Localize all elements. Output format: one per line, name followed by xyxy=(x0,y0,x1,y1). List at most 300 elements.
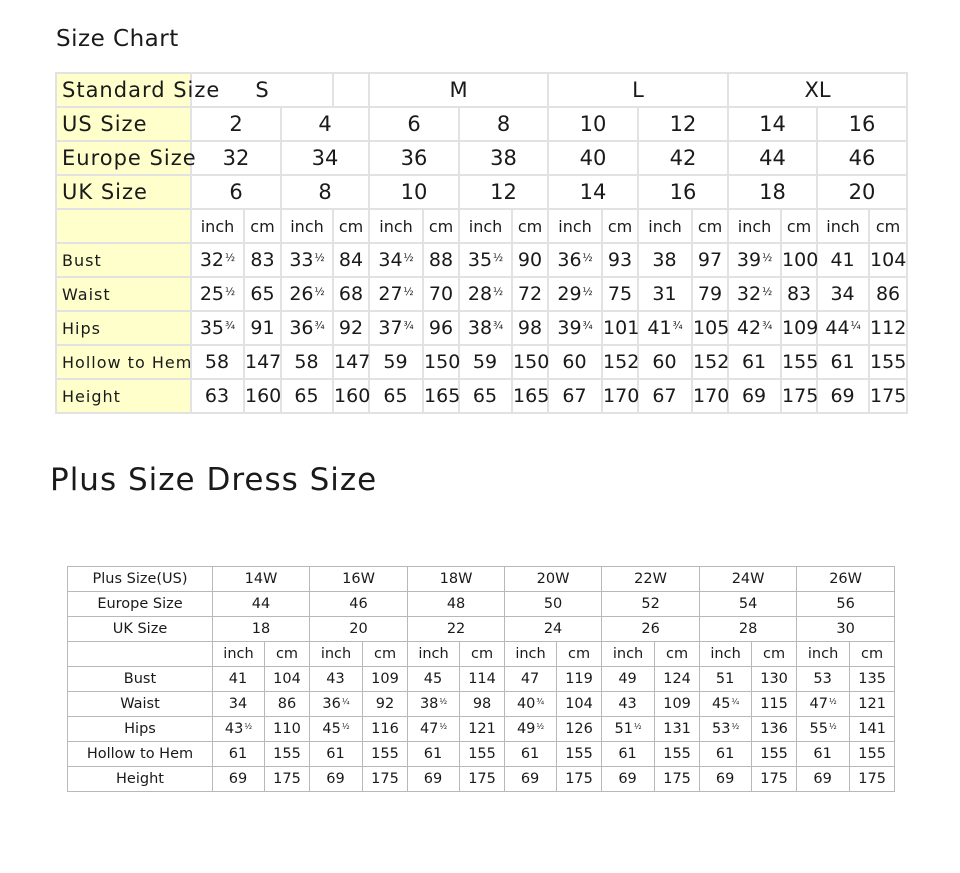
inch-fraction: ¾ xyxy=(536,697,545,707)
size-group-cell: L xyxy=(548,73,728,107)
inch-value-cell xyxy=(817,277,869,311)
cm-value-cell: 90 xyxy=(512,243,548,277)
inch-fraction: ¾ xyxy=(582,320,593,333)
inch-whole: 60 xyxy=(562,351,587,373)
size-cell: 10 xyxy=(548,107,638,141)
cm-value-cell: 88 xyxy=(423,243,459,277)
unit-inch: inch xyxy=(408,642,460,667)
size-cell: 22 xyxy=(408,617,505,642)
cm-value-cell: 170 xyxy=(692,379,728,413)
unit-cm: cm xyxy=(557,642,602,667)
size-cell: 12 xyxy=(638,107,728,141)
measurement-row xyxy=(68,667,895,692)
size-cell: 6 xyxy=(369,107,459,141)
inch-fraction: ¾ xyxy=(225,320,236,333)
inch-value-cell xyxy=(797,767,850,792)
cm-value-cell: 175 xyxy=(363,767,408,792)
inch-value-cell xyxy=(638,345,692,379)
inch-whole: 61 xyxy=(228,746,248,762)
inch-whole: 38 xyxy=(652,249,677,271)
us-size-row xyxy=(56,107,907,141)
inch-value-cell xyxy=(369,311,423,345)
size-cell: 36 xyxy=(369,141,459,175)
inch-value-cell xyxy=(602,667,655,692)
size-chart-title: Size Chart xyxy=(56,26,179,52)
row-label xyxy=(56,209,191,243)
cm-value-cell: 72 xyxy=(512,277,548,311)
inch-whole: 61 xyxy=(741,351,767,373)
size-cell: 20 xyxy=(310,617,408,642)
unit-cm: cm xyxy=(363,642,408,667)
inch-whole: 49 xyxy=(516,721,536,737)
standard-size-row xyxy=(56,73,907,107)
unit-cm: cm xyxy=(850,642,895,667)
inch-fraction: ½ xyxy=(314,252,325,265)
inch-fraction: ½ xyxy=(582,252,593,265)
size-cell: 42 xyxy=(638,141,728,175)
cm-value-cell: 105 xyxy=(692,311,728,345)
inch-value-cell xyxy=(700,717,752,742)
inch-fraction: ½ xyxy=(762,252,773,265)
inch-whole: 58 xyxy=(204,351,230,373)
size-group-cell: XL xyxy=(728,73,907,107)
size-cell: 14 xyxy=(548,175,638,209)
inch-value-cell xyxy=(700,742,752,767)
inch-value-cell xyxy=(638,379,692,413)
inch-whole: 69 xyxy=(618,771,637,787)
cm-value-cell: 170 xyxy=(602,379,638,413)
inch-whole: 40 xyxy=(516,696,536,712)
inch-whole: 61 xyxy=(830,351,855,373)
inch-fraction: ¼ xyxy=(850,320,861,333)
row-label: US Size xyxy=(56,107,191,141)
inch-value-cell xyxy=(602,717,655,742)
inch-value-cell xyxy=(700,692,752,717)
cm-value-cell: 175 xyxy=(265,767,310,792)
inch-fraction: ½ xyxy=(493,286,504,299)
size-cell: 26 xyxy=(602,617,700,642)
cm-value-cell: 155 xyxy=(460,742,505,767)
inch-fraction: ½ xyxy=(731,722,740,732)
size-cell: 14W xyxy=(213,567,310,592)
inch-value-cell xyxy=(191,243,244,277)
cm-value-cell: 175 xyxy=(557,767,602,792)
unit-inch: inch xyxy=(817,209,869,243)
size-cell: 22W xyxy=(602,567,700,592)
cm-value-cell: 135 xyxy=(850,667,895,692)
measurement-row xyxy=(68,742,895,767)
size-cell: 16W xyxy=(310,567,408,592)
unit-cm: cm xyxy=(752,642,797,667)
size-cell: 30 xyxy=(797,617,895,642)
unit-inch: inch xyxy=(602,642,655,667)
inch-whole: 34 xyxy=(228,696,248,712)
cm-value-cell: 83 xyxy=(781,277,817,311)
cm-value-cell: 150 xyxy=(512,345,548,379)
unit-inch: inch xyxy=(459,209,512,243)
inch-value-cell xyxy=(281,277,333,311)
size-cell: 48 xyxy=(408,592,505,617)
cm-value-cell: 101 xyxy=(602,311,638,345)
unit-inch: inch xyxy=(548,209,602,243)
inch-value-cell xyxy=(817,345,869,379)
inch-value-cell xyxy=(310,767,363,792)
size-cell: 20W xyxy=(505,567,602,592)
size-cell: 24 xyxy=(505,617,602,642)
cm-value-cell: 155 xyxy=(752,742,797,767)
size-cell: 6 xyxy=(191,175,281,209)
inch-value-cell xyxy=(310,717,363,742)
unit-inch: inch xyxy=(213,642,265,667)
inch-value-cell xyxy=(505,717,557,742)
plus-size-table xyxy=(67,566,895,792)
size-cell: 46 xyxy=(817,141,907,175)
inch-value-cell xyxy=(728,243,781,277)
row-label: Hollow to Hem xyxy=(56,345,191,379)
unit-cm: cm xyxy=(333,209,369,243)
size-cell: 54 xyxy=(700,592,797,617)
inch-whole: 69 xyxy=(423,771,443,787)
inch-whole: 39 xyxy=(736,249,762,271)
unit-cm: cm xyxy=(781,209,817,243)
inch-fraction: ¾ xyxy=(493,320,504,333)
cm-value-cell: 131 xyxy=(655,717,700,742)
size-group-cell: M xyxy=(369,73,548,107)
cm-value-cell: 136 xyxy=(752,717,797,742)
cm-value-cell: 165 xyxy=(423,379,459,413)
size-cell: 18W xyxy=(408,567,505,592)
inch-whole: 58 xyxy=(294,351,319,373)
empty-cell xyxy=(333,73,369,107)
cm-value-cell: 92 xyxy=(333,311,369,345)
unit-cm: cm xyxy=(602,209,638,243)
cm-value-cell: 175 xyxy=(655,767,700,792)
size-cell: 20 xyxy=(817,175,907,209)
uk-size-row xyxy=(56,175,907,209)
size-cell: 34 xyxy=(281,141,369,175)
size-cell: 2 xyxy=(191,107,281,141)
inch-whole: 41 xyxy=(647,317,672,339)
cm-value-cell: 147 xyxy=(333,345,369,379)
inch-whole: 34 xyxy=(830,283,855,305)
unit-cm: cm xyxy=(265,642,310,667)
inch-value-cell xyxy=(191,277,244,311)
inch-value-cell xyxy=(459,345,512,379)
unit-cm: cm xyxy=(692,209,728,243)
size-cell: 24W xyxy=(700,567,797,592)
inch-whole: 36 xyxy=(322,696,341,712)
inch-whole: 39 xyxy=(557,317,582,339)
cm-value-cell: 115 xyxy=(752,692,797,717)
inch-value-cell xyxy=(369,345,423,379)
cm-value-cell: 130 xyxy=(752,667,797,692)
inch-value-cell xyxy=(281,345,333,379)
inch-value-cell xyxy=(700,667,752,692)
cm-value-cell: 175 xyxy=(752,767,797,792)
inch-whole: 44 xyxy=(825,317,850,339)
inch-fraction: ½ xyxy=(439,722,448,732)
row-label: Hollow to Hem xyxy=(68,742,213,767)
row-label: Standard Size xyxy=(56,73,191,107)
inch-whole: 38 xyxy=(467,317,493,339)
inch-whole: 69 xyxy=(813,771,832,787)
inch-whole: 65 xyxy=(472,385,498,407)
size-cell: 40 xyxy=(548,141,638,175)
inch-fraction: ½ xyxy=(493,252,504,265)
plus-measurements xyxy=(68,667,895,792)
inch-whole: 35 xyxy=(467,249,493,271)
cm-value-cell: 165 xyxy=(512,379,548,413)
inch-value-cell xyxy=(408,767,460,792)
inch-fraction: ½ xyxy=(828,722,837,732)
inch-value-cell xyxy=(281,379,333,413)
inch-fraction: ½ xyxy=(762,286,773,299)
row-label: Europe Size xyxy=(68,592,213,617)
inch-whole: 69 xyxy=(715,771,735,787)
inch-fraction: ½ xyxy=(225,252,236,265)
unit-row xyxy=(56,209,907,243)
inch-fraction: ½ xyxy=(828,697,837,707)
inch-whole: 26 xyxy=(289,283,314,305)
inch-whole: 59 xyxy=(383,351,408,373)
inch-fraction: ½ xyxy=(403,286,414,299)
unit-cm: cm xyxy=(423,209,459,243)
cm-value-cell: 141 xyxy=(850,717,895,742)
inch-value-cell xyxy=(548,277,602,311)
inch-whole: 35 xyxy=(199,317,225,339)
measurement-row xyxy=(56,345,907,379)
size-cell: 14 xyxy=(728,107,817,141)
inch-value-cell xyxy=(281,311,333,345)
inch-fraction: ½ xyxy=(244,722,253,732)
size-cell: 18 xyxy=(213,617,310,642)
plus-unit-row xyxy=(68,642,895,667)
cm-value-cell: 98 xyxy=(512,311,548,345)
inch-fraction: ½ xyxy=(403,252,414,265)
cm-value-cell: 104 xyxy=(869,243,907,277)
inch-whole: 69 xyxy=(228,771,248,787)
inch-whole: 45 xyxy=(322,721,341,737)
inch-whole: 61 xyxy=(423,746,443,762)
inch-value-cell xyxy=(548,243,602,277)
inch-whole: 41 xyxy=(830,249,855,271)
inch-whole: 69 xyxy=(520,771,540,787)
inch-whole: 61 xyxy=(618,746,637,762)
inch-whole: 36 xyxy=(557,249,582,271)
cm-value-cell: 155 xyxy=(869,345,907,379)
measurement-row xyxy=(56,379,907,413)
cm-value-cell: 155 xyxy=(781,345,817,379)
row-label: Bust xyxy=(68,667,213,692)
inch-whole: 43 xyxy=(224,721,244,737)
measurement-row xyxy=(68,767,895,792)
inch-fraction: ½ xyxy=(536,722,545,732)
inch-value-cell xyxy=(728,311,781,345)
inch-whole: 59 xyxy=(472,351,498,373)
row-label: UK Size xyxy=(56,175,191,209)
inch-whole: 51 xyxy=(614,721,633,737)
inch-value-cell xyxy=(505,667,557,692)
cm-value-cell: 119 xyxy=(557,667,602,692)
unit-cm: cm xyxy=(655,642,700,667)
inch-fraction: ½ xyxy=(633,722,642,732)
cm-value-cell: 109 xyxy=(655,692,700,717)
inch-value-cell xyxy=(728,345,781,379)
inch-whole: 45 xyxy=(711,696,731,712)
inch-value-cell xyxy=(817,311,869,345)
cm-value-cell: 70 xyxy=(423,277,459,311)
inch-whole: 60 xyxy=(652,351,677,373)
inch-value-cell xyxy=(602,692,655,717)
size-cell: 28 xyxy=(700,617,797,642)
inch-fraction: ¾ xyxy=(314,320,325,333)
plus-size-title: Plus Size Dress Size xyxy=(50,462,378,498)
inch-value-cell xyxy=(505,767,557,792)
measurement-row xyxy=(68,717,895,742)
cm-value-cell: 96 xyxy=(423,311,459,345)
inch-value-cell xyxy=(213,742,265,767)
unit-inch: inch xyxy=(281,209,333,243)
cm-value-cell: 155 xyxy=(363,742,408,767)
inch-fraction: ¼ xyxy=(731,697,740,707)
inch-value-cell xyxy=(213,717,265,742)
inch-whole: 45 xyxy=(423,671,443,687)
inch-whole: 27 xyxy=(378,283,403,305)
cm-value-cell: 116 xyxy=(363,717,408,742)
inch-whole: 51 xyxy=(715,671,735,687)
cm-value-cell: 104 xyxy=(557,692,602,717)
inch-whole: 69 xyxy=(830,385,855,407)
inch-whole: 29 xyxy=(557,283,582,305)
inch-fraction: ½ xyxy=(314,286,325,299)
cm-value-cell: 155 xyxy=(850,742,895,767)
inch-value-cell xyxy=(505,692,557,717)
inch-value-cell xyxy=(310,667,363,692)
inch-value-cell xyxy=(638,243,692,277)
inch-whole: 37 xyxy=(378,317,403,339)
unit-cm: cm xyxy=(869,209,907,243)
row-label xyxy=(68,642,213,667)
row-label: Height xyxy=(68,767,213,792)
cm-value-cell: 121 xyxy=(460,717,505,742)
inch-value-cell xyxy=(191,311,244,345)
inch-fraction: ¾ xyxy=(762,320,773,333)
unit-inch: inch xyxy=(310,642,363,667)
inch-whole: 65 xyxy=(383,385,408,407)
inch-fraction: ½ xyxy=(225,286,236,299)
unit-inch: inch xyxy=(369,209,423,243)
europe-size-row xyxy=(56,141,907,175)
unit-inch: inch xyxy=(797,642,850,667)
measurement-row xyxy=(68,692,895,717)
inch-value-cell xyxy=(638,277,692,311)
inch-value-cell xyxy=(548,311,602,345)
inch-value-cell xyxy=(408,667,460,692)
cm-value-cell: 152 xyxy=(692,345,728,379)
cm-value-cell: 175 xyxy=(460,767,505,792)
inch-fraction: ¼ xyxy=(341,697,350,707)
size-cell: 10 xyxy=(369,175,459,209)
inch-value-cell xyxy=(213,767,265,792)
inch-value-cell xyxy=(505,742,557,767)
unit-inch: inch xyxy=(638,209,692,243)
inch-whole: 25 xyxy=(199,283,225,305)
inch-whole: 49 xyxy=(618,671,637,687)
cm-value-cell: 112 xyxy=(869,311,907,345)
row-label: Height xyxy=(56,379,191,413)
size-cell: 8 xyxy=(459,107,548,141)
cm-value-cell: 126 xyxy=(557,717,602,742)
row-label: Bust xyxy=(56,243,191,277)
inch-value-cell xyxy=(548,345,602,379)
inch-value-cell xyxy=(191,379,244,413)
inch-whole: 43 xyxy=(618,696,637,712)
size-cell: 8 xyxy=(281,175,369,209)
inch-value-cell xyxy=(281,243,333,277)
inch-value-cell xyxy=(459,277,512,311)
size-cell: 50 xyxy=(505,592,602,617)
cm-value-cell: 97 xyxy=(692,243,728,277)
cm-value-cell: 175 xyxy=(850,767,895,792)
cm-value-cell: 79 xyxy=(692,277,728,311)
inch-whole: 63 xyxy=(204,385,230,407)
inch-value-cell xyxy=(408,692,460,717)
inch-whole: 47 xyxy=(520,671,540,687)
inch-whole: 69 xyxy=(326,771,345,787)
inch-whole: 43 xyxy=(326,671,345,687)
cm-value-cell: 155 xyxy=(655,742,700,767)
measurement-row xyxy=(56,311,907,345)
inch-fraction: ½ xyxy=(582,286,593,299)
inch-value-cell xyxy=(797,692,850,717)
inch-whole: 55 xyxy=(809,721,828,737)
inch-value-cell xyxy=(459,311,512,345)
cm-value-cell: 86 xyxy=(265,692,310,717)
inch-value-cell xyxy=(310,742,363,767)
row-label: Waist xyxy=(56,277,191,311)
inch-value-cell xyxy=(213,692,265,717)
cm-value-cell: 91 xyxy=(244,311,281,345)
cm-value-cell: 100 xyxy=(781,243,817,277)
unit-cm: cm xyxy=(460,642,505,667)
size-cell: 32 xyxy=(191,141,281,175)
cm-value-cell: 98 xyxy=(460,692,505,717)
size-cell: 56 xyxy=(797,592,895,617)
cm-value-cell: 65 xyxy=(244,277,281,311)
inch-whole: 61 xyxy=(715,746,735,762)
size-cell: 16 xyxy=(817,107,907,141)
size-cell: 38 xyxy=(459,141,548,175)
inch-value-cell xyxy=(548,379,602,413)
size-group-cell: S xyxy=(191,73,333,107)
inch-whole: 53 xyxy=(711,721,731,737)
unit-cm: cm xyxy=(244,209,281,243)
inch-fraction: ¾ xyxy=(403,320,414,333)
inch-whole: 65 xyxy=(294,385,319,407)
inch-whole: 38 xyxy=(419,696,439,712)
standard-size-table xyxy=(55,72,908,414)
inch-whole: 67 xyxy=(562,385,587,407)
size-cell: 12 xyxy=(459,175,548,209)
inch-whole: 34 xyxy=(378,249,403,271)
cm-value-cell: 93 xyxy=(602,243,638,277)
cm-value-cell: 109 xyxy=(781,311,817,345)
inch-value-cell xyxy=(728,277,781,311)
inch-value-cell xyxy=(602,767,655,792)
plus-us-size-row xyxy=(68,567,895,592)
inch-whole: 32 xyxy=(736,283,762,305)
measurement-row xyxy=(56,243,907,277)
